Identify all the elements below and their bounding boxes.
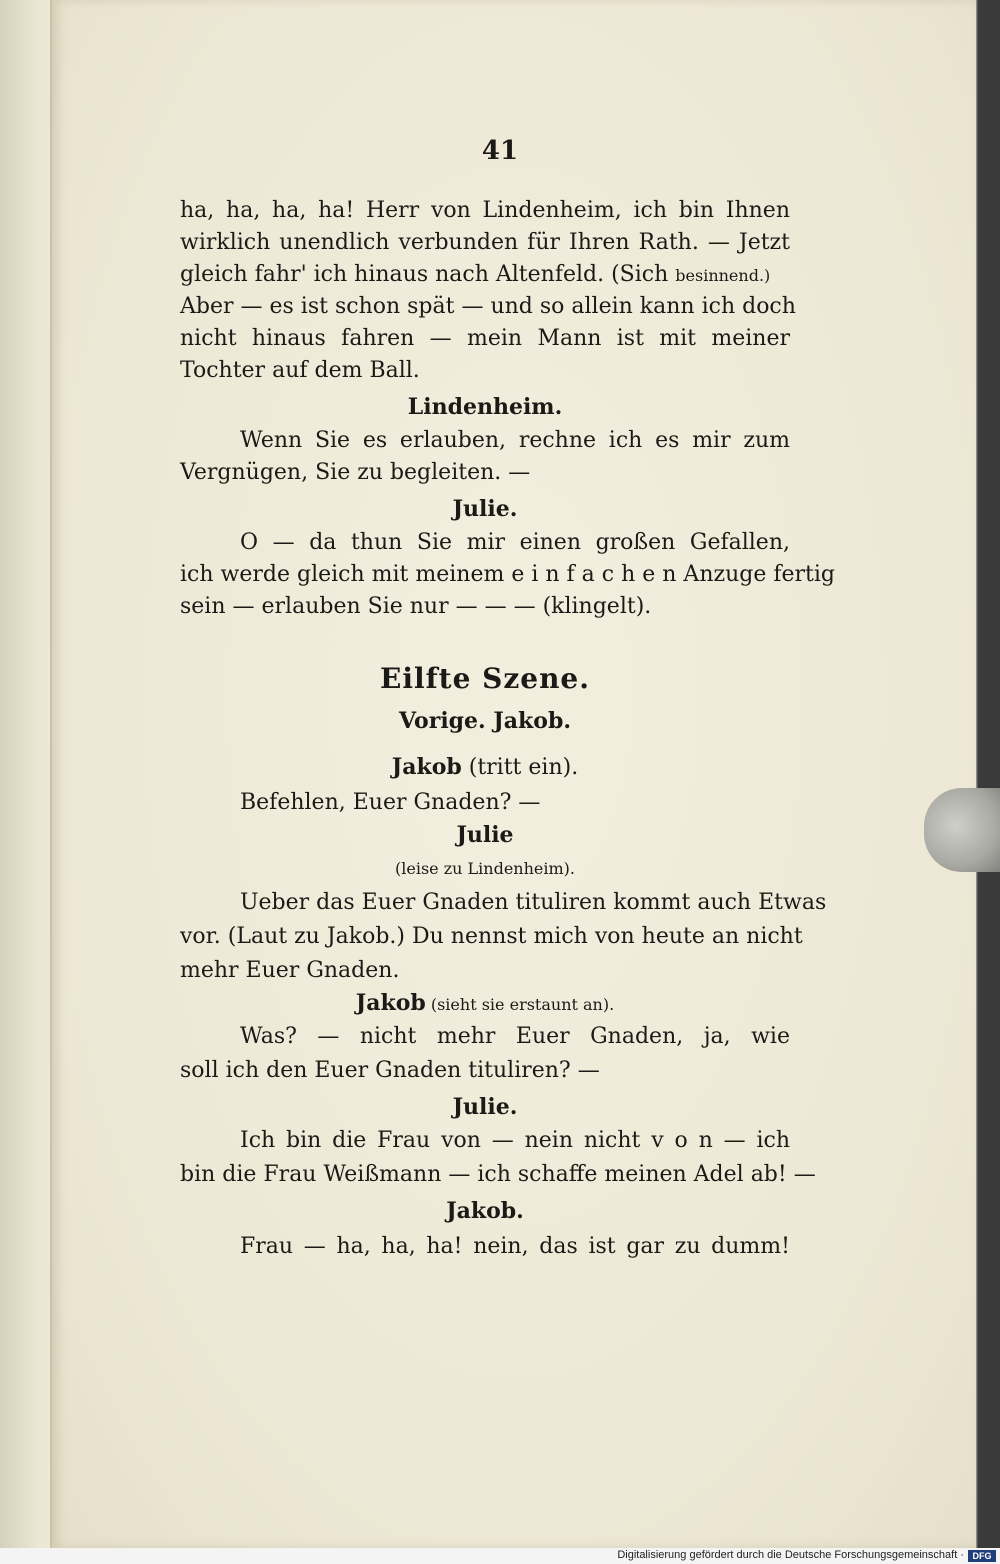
stage-direction: (tritt ein). — [461, 755, 579, 780]
scene-heading: Eilfte Szene. — [379, 662, 590, 695]
text-line: ha, ha, ha, ha! Herr von Lindenheim, ich bin Ihnen — [180, 198, 790, 223]
page-clip-tab — [924, 788, 1000, 872]
stage-direction: (sieht sie erstaunt an). — [425, 995, 615, 1014]
stage-direction: (leise zu Lindenheim). — [395, 859, 575, 878]
text-line: Tochter auf dem Ball. — [180, 358, 420, 383]
speaker-name: Julie — [456, 822, 514, 848]
text-span: gleich fahr' ich hinaus nach Altenfeld. (Sich — [180, 262, 676, 287]
text-line: Aber — es ist schon spät — und so allein kann ich doch — [180, 294, 796, 319]
page-gutter — [50, 0, 52, 1548]
speaker-name: Jakob — [355, 990, 426, 1016]
speaker-name: Jakob — [391, 754, 462, 780]
text-line: wirklich unendlich verbunden für Ihren Rath. — Jetzt — [180, 230, 790, 255]
text-line: Frau — ha, ha, ha! nein, das ist gar zu dumm! — [240, 1234, 790, 1259]
speaker-name: Jakob. — [446, 1198, 524, 1224]
text-line: Was? — nicht mehr Euer Gnaden, ja, wie — [240, 1024, 790, 1049]
text-line: nicht hinaus fahren — mein Mann ist mit meiner — [180, 326, 790, 351]
dfg-logo: DFG — [968, 1550, 996, 1562]
text-line: Befehlen, Euer Gnaden? — — [240, 790, 541, 815]
speaker-name: Julie. — [452, 1094, 518, 1120]
speaker-name: Julie. — [452, 496, 518, 522]
text-line: O — da thun Sie mir einen großen Gefallen, — [240, 530, 790, 555]
text-line: ich werde gleich mit meinem e i n f a c h e n Anzuge fertig — [180, 562, 835, 587]
text-line: Wenn Sie es erlauben, rechne ich es mir zum — [240, 428, 790, 453]
speaker-name: Lindenheim. — [407, 394, 563, 420]
text-line: Ich bin die Frau von — nein nicht v o n — ich — [240, 1128, 790, 1153]
speaker-name: Vorige. Jakob. — [399, 708, 571, 734]
stage-direction: besinnend.) — [675, 266, 771, 285]
text-line: Vergnügen, Sie zu begleiten. — — [180, 460, 531, 485]
page-number: 41 — [481, 136, 519, 166]
text-line: bin die Frau Weißmann — ich schaffe meinen Adel ab! — — [180, 1162, 816, 1187]
text-line — [180, 752, 790, 783]
text-line: mehr Euer Gnaden. — [180, 958, 400, 983]
text-line: vor. (Laut zu Jakob.) Du nennst mich von heute an nicht — [180, 924, 803, 949]
text-line: sein — erlauben Sie nur — — — (klingelt). — [180, 594, 652, 619]
text-line: Ueber das Euer Gnaden tituliren kommt auch Etwas — [240, 890, 827, 915]
text-line: soll ich den Euer Gnaden tituliren? — — [180, 1058, 600, 1083]
text-line — [180, 988, 790, 1020]
text-line — [180, 260, 790, 291]
footer-credit: Digitalisierung gefördert durch die Deutsche Forschungsgemeinschaft · — [617, 1549, 964, 1561]
